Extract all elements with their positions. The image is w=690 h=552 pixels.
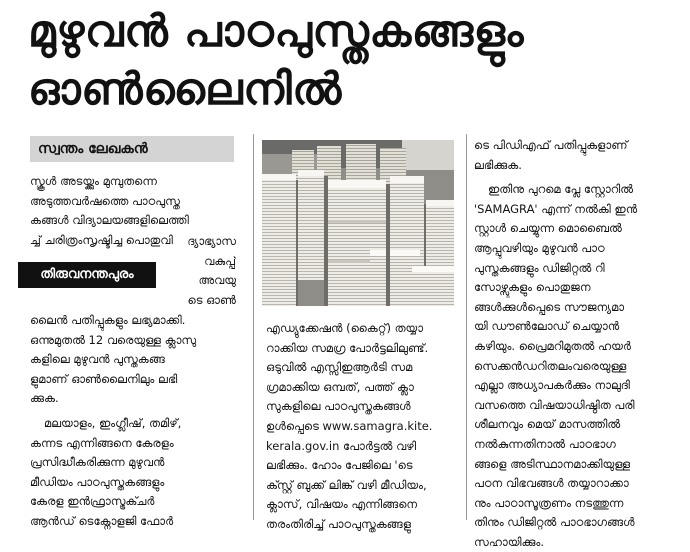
headline-line-2: ഓൺലൈനിൽ bbox=[28, 64, 342, 115]
article-column-1-bottom bbox=[30, 311, 236, 532]
article-line: ഇതിനു പുറമെ പ്ലേ സ്റ്റോറിൽ bbox=[488, 182, 634, 197]
article-line: ക്സ്റ്റ് ബുക്ക് ലിങ്ക് വഴി മീഡിയം, bbox=[266, 477, 427, 492]
article-line: തിനും ഡിജിറ്റൽ പാഠഭാഗങ്ങൾ bbox=[474, 515, 635, 530]
article-line: സെക്കൻഡറിതലംവരെയുള്ള bbox=[474, 358, 627, 373]
article-line: വസത്തെ വിഷയാധിഷ്ഠിത പരി bbox=[474, 397, 635, 412]
article-line: എല്ലാ അധ്യാപകർക്കും നാലുദി bbox=[474, 378, 630, 393]
article-line: നും പാഠാസൂത്രണം നടത്തുന്ന bbox=[474, 495, 624, 510]
article-line: ങ്ങൾക്കുൾപ്പെടെ സൗജന്യമാ bbox=[474, 299, 625, 314]
article-line: ശീലനവും മെയ് മാസത്തിൽ bbox=[474, 417, 621, 432]
article-line: സഹായിക്കും. bbox=[474, 534, 545, 549]
column-divider bbox=[466, 134, 467, 520]
article-line: 'SAMAGRA' എന്ന് നൽകി ഇൻ bbox=[474, 201, 638, 216]
article-line: ളുമാണ് ഓൺലൈനിലും ലഭി bbox=[30, 371, 178, 386]
article-line: അവയു bbox=[198, 273, 236, 288]
article-line: ആൻഡ് ടെക്നോളജി ഫോർ bbox=[30, 513, 174, 528]
article-line: മലയാളം, ഇംഗ്ലീഷ്, തമിഴ്, bbox=[44, 415, 182, 430]
article-line: വകുപ്പ് bbox=[204, 253, 236, 268]
article-line: ങ്ങളെ അടിസ്ഥാനമാക്കിയുള്ള bbox=[474, 456, 631, 471]
article-line: മീഡിയം പാഠപുസ്തകങ്ങളും bbox=[30, 474, 165, 489]
dateline: തിരുവനന്തപുരം bbox=[18, 262, 156, 288]
article-line: അടുത്തവർഷത്തെ പാഠപുസ്ത bbox=[30, 193, 180, 208]
article-column-1-wrap bbox=[160, 232, 236, 310]
article-line: പുസ്തകങ്ങളും ഡിജിറ്റൽ റി bbox=[474, 260, 605, 275]
article-line: ഒടുവിൽ എസ്സിഇആർടി സമ bbox=[266, 360, 413, 375]
article-line: സ്കൂൾ അടയ്ക്കും മുമ്പുതന്നെ bbox=[30, 174, 157, 188]
article-column-3 bbox=[474, 136, 680, 552]
article-line: യി ഡൗൺലോഡ് ചെയ്യാൻ bbox=[474, 319, 620, 334]
article-line: ടെ ഓൺ bbox=[187, 292, 236, 307]
article-line: കങ്ങൾ വിദ്യാലയങ്ങളിലെത്തി bbox=[30, 213, 189, 228]
article-line: ഗ്രമാക്കിയ ഒമ്പത്, പത്ത് ക്ലാ bbox=[266, 379, 414, 394]
article-line: കഴിയും. പ്രൈമറിമുതൽ ഹയർ bbox=[474, 338, 631, 353]
article-line: റാക്കിയ സമഗ്ര പോർട്ടലിലുണ്ട്. bbox=[266, 340, 429, 355]
article-line: എഡ്യുക്കേഷൻ (കൈറ്റ്) തയ്യാ bbox=[266, 321, 424, 335]
article-line: നൽകുന്നതിനാൽ പാഠഭാഗ bbox=[474, 436, 616, 451]
article-line: ക്കുക. bbox=[30, 391, 59, 406]
article-line: ലഭിക്കുക. bbox=[474, 157, 522, 172]
stacked-textbooks-photo bbox=[262, 140, 454, 306]
article-line: ക്ലാസ്, വിഷയം എന്നിങ്ങനെ bbox=[266, 497, 418, 512]
article-line: ടെ പിഡിഎഫ് പതിപ്പുകളാണ് bbox=[474, 138, 628, 152]
article-line: kerala.gov.in പോർട്ടൽ വഴി bbox=[266, 438, 417, 453]
article-line: ദ്യാഭ്യാസ bbox=[187, 234, 236, 248]
article-line: ലൈൻ പതിപ്പുകളും ലഭ്യമാക്കി. bbox=[30, 313, 186, 327]
article-line: ആപ്പുവഴിയും മുഴുവൻ പാഠ bbox=[474, 240, 605, 255]
article-line: കന്നട എന്നിങ്ങനെ കേരളം bbox=[30, 435, 174, 450]
article-line: ഉൾപ്പെടെ www.samagra.kite. bbox=[266, 418, 433, 433]
article-line: കേരള ഇൻഫ്രാസ്ട്രക്ചർ bbox=[30, 494, 155, 509]
article-line: സ്റ്റാൾ ചെയ്യുന്ന മൊബൈൽ bbox=[474, 221, 622, 236]
article-line: പ്രസിദ്ധീകരിക്കുന്ന മുഴുവൻ bbox=[30, 455, 165, 470]
article-line: കളിലെ മുഴുവൻ പുസ്തകങ്ങ bbox=[30, 352, 165, 367]
byline: സ്വന്തം ലേഖകൻ bbox=[30, 136, 234, 162]
article-line: ഒന്നുമുതൽ 12 വരെയുള്ള ക്ലാസു bbox=[30, 332, 197, 347]
headline-line-1: മുഴുവൻ പാഠപുസ്തകങ്ങളും bbox=[28, 6, 524, 57]
article-line: ച്ച് ചരിത്രംസൃഷ്ടിച്ച പൊതുവി bbox=[30, 232, 173, 247]
article-line: സുകളിലെ പാഠപുസ്തകങ്ങൾ bbox=[266, 399, 411, 414]
article-line: ലഭിക്കും. ഹോം പേജിലെ 'ടെ bbox=[266, 458, 413, 473]
article-line: തരംതിരിച്ച് പാഠപുസ്തകങ്ങളു bbox=[266, 516, 411, 531]
article-line: സോഴ്സുകളും പൊതുജന bbox=[474, 280, 591, 295]
column-divider bbox=[253, 134, 254, 520]
article-line: പഠന വിഭവങ്ങൾ തയ്യാറാക്കാ bbox=[474, 476, 629, 491]
article-column-2 bbox=[266, 319, 464, 535]
